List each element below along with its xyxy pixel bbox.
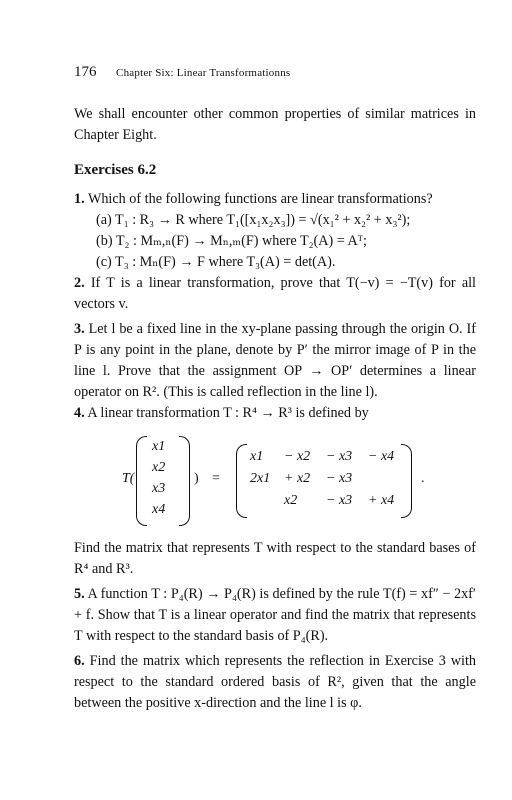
term: x1 bbox=[250, 449, 264, 464]
exercise-4-followup: Find the matrix that represents T with respect to the standard bases of R⁴ and R³. bbox=[74, 540, 476, 577]
exercise-1a: (a) T₁ : R₃ → R where T₁([x₁x₂x₃]) = √(x₁² + x₂² + x₃²); bbox=[96, 212, 411, 228]
exercise-4-text: A linear transformation T : R⁴ → R³ is defined by bbox=[87, 405, 369, 421]
exercise-5 bbox=[74, 584, 476, 647]
output-row-1 bbox=[250, 446, 394, 468]
intro-paragraph: We shall encounter other common properties of similar matrices in Chapter Eight. bbox=[74, 106, 476, 143]
input-vector bbox=[136, 436, 199, 524]
term: − x3 bbox=[326, 471, 353, 486]
vector-entries bbox=[152, 436, 165, 520]
equals-sign: = bbox=[212, 471, 220, 486]
running-head: Chapter Six: Linear Transformationns bbox=[116, 67, 291, 79]
exercise-4-number: 4. bbox=[74, 405, 85, 421]
term: 2x1 bbox=[250, 471, 271, 486]
left-paren bbox=[236, 444, 247, 518]
exercise-1c: (c) T₃ : Mₙ(F) → F where T₃(A) = det(A). bbox=[96, 254, 336, 270]
output-row-2 bbox=[250, 468, 368, 490]
close-paren: ) bbox=[194, 471, 199, 486]
vector-entry: x1 bbox=[152, 439, 166, 454]
period: . bbox=[421, 471, 425, 486]
exercise-6 bbox=[74, 651, 476, 714]
section-title: Exercises 6.2 bbox=[74, 162, 157, 178]
vector-entry: x3 bbox=[152, 481, 166, 496]
term: − x3 bbox=[326, 493, 353, 508]
exercise-1 bbox=[74, 189, 476, 210]
exercise-1-text: Which of the following functions are linear transformations? bbox=[87, 191, 433, 207]
term: − x2 bbox=[284, 449, 311, 464]
exercise-5-number: 5. bbox=[74, 586, 85, 602]
exercise-6-text: Find the matrix which represents the reflection in Exercise 3 with respect to the standard ordered basis of R², given that the angle between the positive x-direction and the line l is φ. bbox=[74, 653, 477, 711]
term: + x2 bbox=[284, 471, 311, 486]
page-header bbox=[74, 62, 476, 82]
matrix-label: T( bbox=[122, 471, 135, 486]
term: x2 bbox=[284, 493, 298, 508]
output-vector bbox=[236, 444, 412, 516]
term: − x3 bbox=[326, 449, 353, 464]
term: − x4 bbox=[368, 449, 395, 464]
exercise-2 bbox=[74, 273, 476, 315]
exercise-2-text: If T is a linear transformation, prove that T(−v) = −T(v) for all vectors v. bbox=[74, 275, 476, 312]
transformation-display bbox=[74, 432, 476, 528]
exercise-3 bbox=[74, 319, 476, 403]
output-row-3 bbox=[250, 490, 394, 512]
term: + x4 bbox=[368, 493, 395, 508]
exercise-1b: (b) T₂ : Mₘ,ₙ(F) → Mₙ,ₘ(F) where T₂(A) = Aᵀ; bbox=[96, 233, 367, 249]
exercise-5-text: A function T : P₄(R) → P₄(R) is defined by the rule T(f) = xf″ − 2xf′ + f. Show that T is a linear operator and find the matrix that represents T with respect to the standard basis of P₄(R). bbox=[74, 586, 477, 644]
left-paren bbox=[136, 436, 147, 526]
exercise-3-text: Let l be a fixed line in the xy-plane passing through the origin O. If P is any point in the plane, denote by P′ the mirror image of P in the line l. Prove that the assignment OP → OP′ determines a linear operator on R². (This is called reflection in the line l). bbox=[74, 321, 477, 400]
vector-entry: x4 bbox=[152, 502, 166, 517]
vector-entry: x2 bbox=[152, 460, 166, 475]
exercise-4 bbox=[74, 403, 476, 424]
right-paren bbox=[179, 436, 190, 526]
exercise-1-number: 1. bbox=[74, 191, 85, 207]
exercise-6-number: 6. bbox=[74, 653, 85, 669]
exercise-3-number: 3. bbox=[74, 321, 85, 337]
right-paren bbox=[401, 444, 412, 518]
page bbox=[74, 62, 476, 714]
exercise-2-number: 2. bbox=[74, 275, 85, 291]
page-number: 176 bbox=[74, 64, 97, 80]
